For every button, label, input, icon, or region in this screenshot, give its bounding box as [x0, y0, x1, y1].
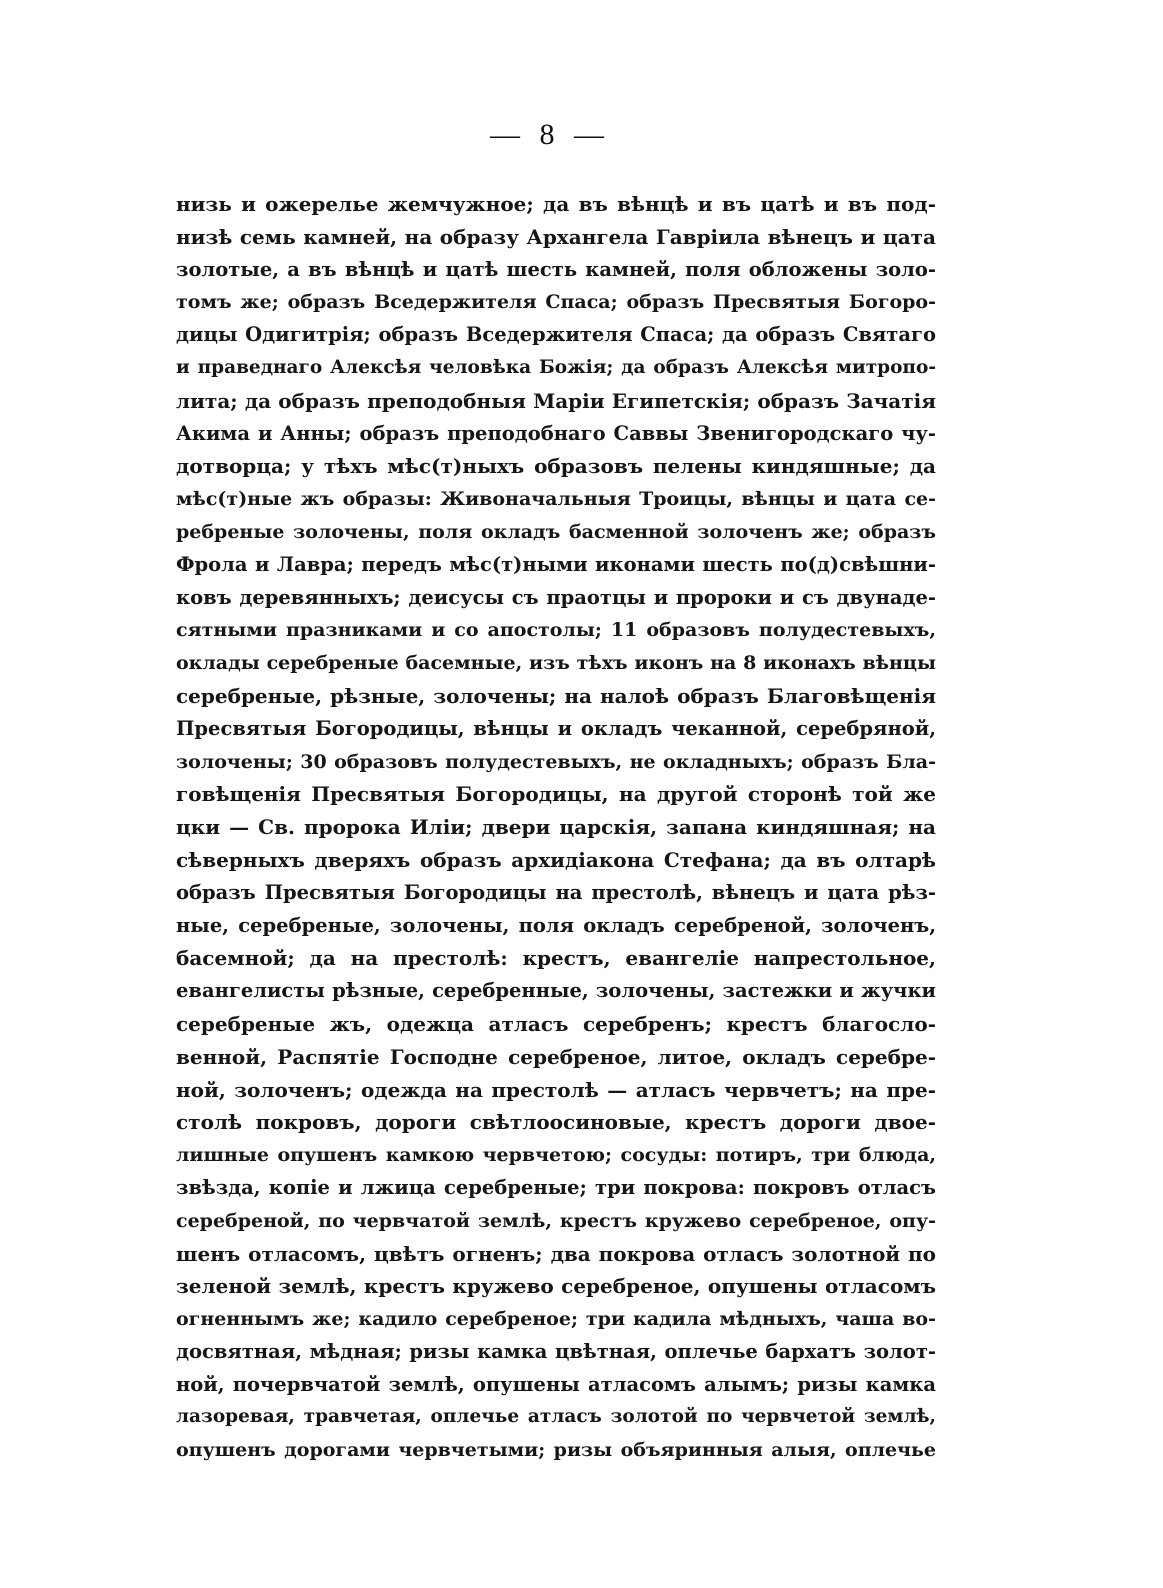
text-line: цки — Св. пророка Иліи; двери царскія, запана киндяшная; на — [176, 815, 936, 840]
page-number: — 8 — — [490, 118, 610, 151]
text-line: Пресвятыя Богородицы, вѣнцы и окладъ чеканной, серебряной, — [176, 716, 936, 740]
text-line: золотые, а въ вѣнцѣ и цатѣ шесть камней, поля обложены золо- — [176, 257, 936, 281]
text-line: низь и ожерелье жемчужное; да въ вѣнцѣ и въ цатѣ и въ под- — [176, 192, 936, 216]
text-line: оклады серебреные басемные, изъ тѣхъ иконъ на 8 иконахъ вѣнцы — [176, 652, 936, 675]
text-line: мѣс(т)ные жъ образы: Живоначальныя Троицы, вѣнцы и цата се- — [176, 488, 936, 511]
text-line: и праведнаго Алексѣя человѣка Божія; да образъ Алексѣя митропо- — [176, 356, 936, 378]
text-line: дотворца; у тѣхъ мѣс(т)ныхъ образовъ пелены киндяшные; да — [176, 454, 936, 479]
text-line: опушенъ дорогами червчетыми; ризы объяринныя алыя, оплечье — [176, 1439, 936, 1462]
text-line: шенъ отласомъ, цвѣтъ огненъ; два покрова отласъ золотной по — [176, 1241, 936, 1266]
text-line: звѣзда, копіе и лжица серебреные; три покрова: покровъ отласъ — [176, 1175, 936, 1199]
text-line: томъ же; образъ Вседержителя Спаса; образъ Пресвятыя Богоро- — [176, 291, 936, 314]
text-line: лазоревая, травчетая, оплечье атласъ золотой по червчетой землѣ, — [176, 1406, 936, 1428]
text-line: столѣ покровъ, дороги свѣтлоосиновые, крестъ дороги двое- — [176, 1110, 936, 1135]
text-line: зеленой землѣ, крестъ кружево серебреное, опушены отласомъ — [176, 1274, 936, 1299]
text-line: серебреные жъ, одежца атласъ серебренъ; крестъ благосло- — [176, 1011, 936, 1036]
text-line: дицы Одигитрія; образъ Вседержителя Спаса; да образъ Святаго — [176, 323, 936, 347]
text-line: ребреные золочены, поля окладъ басменной золоченъ же; образъ — [176, 520, 936, 543]
text-line: говѣщенія Пресвятыя Богородицы, на другой сторонѣ той же — [176, 782, 936, 807]
text-line: сятными празниками и со апостолы; 11 образовъ полудестевыхъ, — [176, 619, 936, 642]
text-line: ные, серебреные, золочены, поля окладъ серебреной, золоченъ, — [176, 913, 936, 937]
text-line: золочены; 30 образовъ полудестевыхъ, не окладныхъ; образъ Бла- — [176, 750, 936, 773]
text-line: венной, Распятіе Господне серебреное, литое, окладъ серебре- — [176, 1044, 936, 1069]
text-line: ной, почервчатой землѣ, опушены атласомъ алымъ; ризы камка — [176, 1372, 936, 1396]
text-line: ковъ деревянныхъ; деисусы съ праотцы и пророки и съ двунаде- — [176, 585, 936, 609]
text-line: басемной; да на престолѣ: крестъ, евангеліе напрестольное, — [176, 946, 936, 971]
text-line: огненнымъ же; кадило серебреное; три кадила мѣдныхъ, чаша во- — [176, 1308, 936, 1331]
text-line: досвятная, мѣдная; ризы камка цвѣтная, оплечье бархатъ золот- — [176, 1339, 936, 1363]
text-line: серебреной, по червчатой землѣ, крестъ кружево серебреное, опу- — [176, 1209, 936, 1232]
text-line: евангелисты рѣзные, серебренные, золочены, застежки и жучки — [176, 979, 936, 1003]
text-line: образъ Пресвятыя Богородицы на престолѣ, вѣнецъ и цата рѣз- — [176, 880, 936, 904]
text-line: серебреные, рѣзные, золочены; на налоѣ образъ Благовѣщенія — [176, 683, 936, 708]
text-line: лишные опушенъ камкою червчетою; сосуды: потиръ, три блюда, — [176, 1144, 936, 1167]
body-text — [176, 188, 936, 1467]
text-line: Акима и Анны; образъ преподобнаго Саввы Звенигородскаго чу- — [176, 421, 936, 445]
text-line: низѣ семь камней, на образу Архангела Гавріила вѣнецъ и цата — [176, 224, 936, 249]
text-line: ной, золоченъ; одежда на престолѣ — атласъ червчетъ; на пре- — [176, 1077, 936, 1102]
text-line: Фрола и Лавра; передъ мѣс(т)ными иконами шесть по(д)свѣшни- — [176, 552, 936, 576]
text-line: лита; да образъ преподобныя Маріи Египетскія; образъ Зачатія — [176, 388, 936, 413]
text-line: сѣверныхъ дверяхъ образъ архидіакона Стефана; да въ олтарѣ — [176, 847, 936, 872]
